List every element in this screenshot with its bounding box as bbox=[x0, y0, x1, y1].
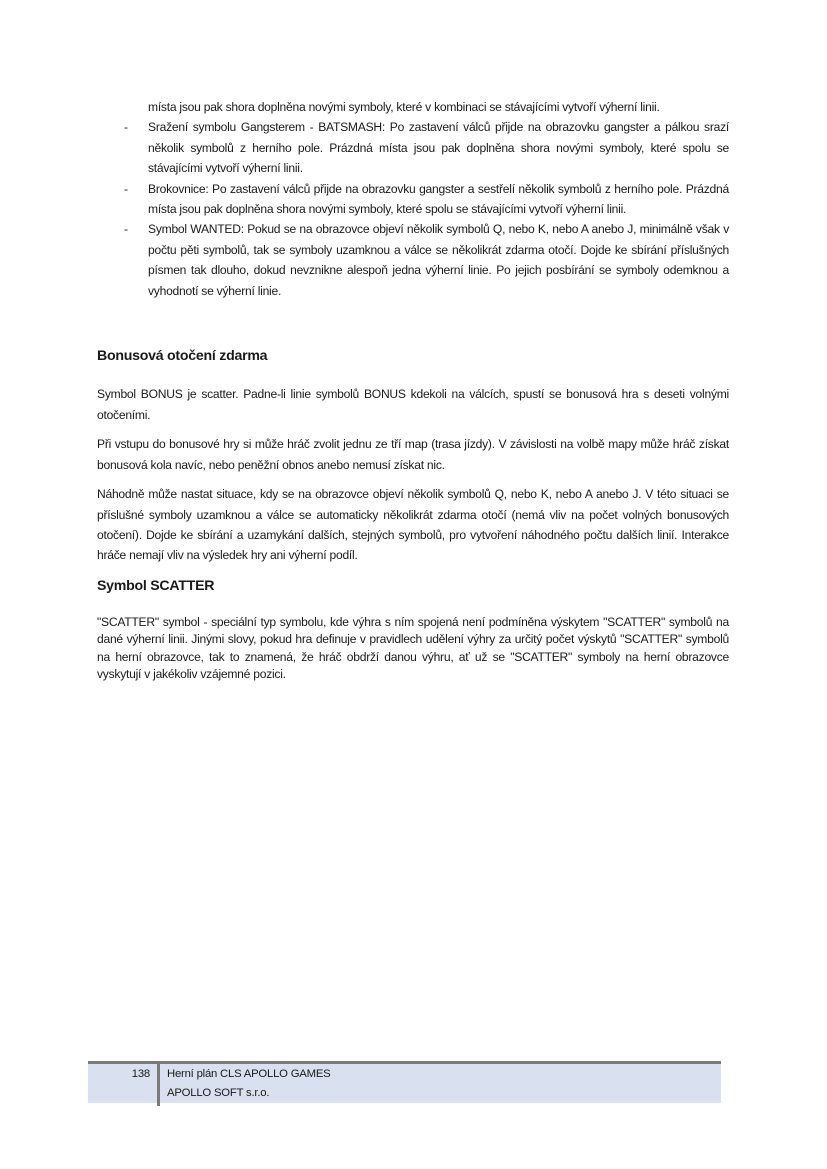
bullet-item-batsmash bbox=[124, 117, 729, 178]
section-heading-bonus: Bonusová otočení zdarma bbox=[97, 347, 268, 364]
paragraph: Při vstupu do bonusové hry si může hráč zvolit jednu ze tří map (trasa jízdy). V závislosti na volbě mapy může hráč získat bonusová kola navíc, nebo peněžní obnos anebo nemusí získat nic. bbox=[97, 437, 729, 472]
bullet-item-brokovnice bbox=[124, 179, 729, 220]
page-content bbox=[97, 97, 729, 683]
page-number: 138 bbox=[131, 1068, 150, 1080]
paragraph: "SCATTER" symbol - speciální typ symbolu, kde výhra s ním spojená není podmíněna výskytem "SCATTER" symbolů na dané výherní linii. Jinými slovy, pokud hra definuje v pravidlech udělení výhry za určitý počet výskytů "SCATTER" symbolů na herní obrazovce, tak to znamená, že hráč obdrží danou výhru, ať už se "SCATTER" symboly na herní obrazovce vyskytují v jakékoliv vzájemné pozici. bbox=[97, 615, 729, 681]
bullet-continuation-text: místa jsou pak shora doplněna novými symboly, které v kombinaci se stávajícími vytvoří výherní linii. bbox=[148, 100, 660, 114]
paragraph: Symbol BONUS je scatter. Padne-li linie symbolů BONUS kdekoli na válcích, spustí se bonusová hra s deseti volnými otočeními. bbox=[97, 387, 729, 422]
footer-divider bbox=[157, 1061, 160, 1106]
bullet-dash: - bbox=[124, 222, 128, 237]
footer-company: APOLLO SOFT s.r.o. bbox=[167, 1087, 270, 1099]
footer-document-title: Herní plán CLS APOLLO GAMES bbox=[167, 1068, 331, 1080]
section-heading-scatter: Symbol SCATTER bbox=[97, 576, 215, 593]
bullet-item-wanted bbox=[124, 219, 729, 301]
bullet-dash: - bbox=[124, 120, 128, 135]
paragraph: Náhodně může nastat situace, kdy se na obrazovce objeví několik symbolů Q, nebo K, nebo A anebo J. V této situaci se příslušné symboly uzamknou a válce se automaticky několikrát zdarma otočí (nemá vliv na počet volných bonusových otočení). Dojde ke sbírání a uzamykání dalších, stejných symbolů, pro vytvoření náhodného počtu dalších linií. Interakce hráče nemají vliv na výsledek hry ani výherní podíl. bbox=[97, 487, 729, 563]
bullet-list bbox=[97, 97, 729, 301]
bullet-dash: - bbox=[124, 181, 128, 196]
page-footer bbox=[88, 1061, 721, 1103]
bullet-text: Brokovnice: Po zastavení válců přijde na obrazovku gangster a sestřelí několik symbolů z herního pole. Prázdná místa jsou pak doplněna shora novými symboly, které spolu se stávajícími vytvoří výherní linii. bbox=[148, 181, 729, 217]
bullet-text: Symbol WANTED: Pokud se na obrazovce objeví několik symbolů Q, nebo K, nebo A anebo J, minimálně však v počtu pěti symbolů, tak se symboly uzamknou a válce se několikrát zdarma otočí. Dojde ke sbírání příslušných písmen tak dlouho, dokud nevznikne alespoň jedna výherní linie. Po jejich posbírání se symboly odemknou a vyhodnotí se výherní linie. bbox=[148, 222, 729, 298]
bullet-text: Sražení symbolu Gangsterem - BATSMASH: Po zastavení válců přijde na obrazovku gangster a pálkou srazí několik symbolů z herního pole. Prázdná místa jsou pak doplněna shora novými symboly, které spolu se stávajícími vytvoří výherní linii. bbox=[148, 120, 729, 176]
footer-text bbox=[167, 1065, 331, 1103]
